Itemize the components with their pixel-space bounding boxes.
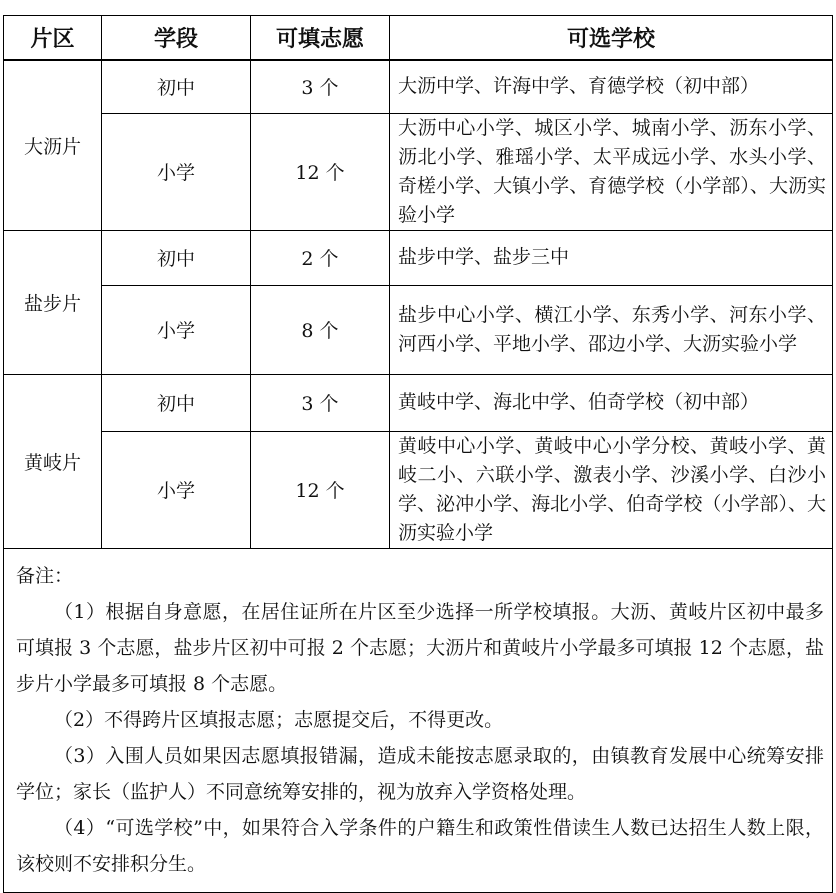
count-cell: 8 个 <box>251 285 390 374</box>
schools-cell: 盐步中心小学、横江小学、东秀小学、河东小学、河西小学、平地小学、邵边小学、大沥实验小学 <box>390 285 833 374</box>
header-count: 可填志愿 <box>251 16 390 61</box>
stage-cell: 小学 <box>102 431 251 548</box>
table-row <box>4 230 833 285</box>
schools-cell: 盐步中学、盐步三中 <box>390 230 833 285</box>
schools-cell: 大沥中心小学、城区小学、城南小学、沥东小学、沥北小学、雅瑶小学、太平成远小学、水头小学、奇槎小学、大镇小学、育德学校（小学部）、大沥实验小学 <box>390 113 833 230</box>
table-row <box>4 431 833 548</box>
count-cell: 12 个 <box>251 431 390 548</box>
note-item-2: （2）不得跨片区填报志愿；志愿提交后，不得更改。 <box>54 708 504 731</box>
district-cell: 大沥片 <box>4 60 102 230</box>
notes-title: 备注： <box>16 564 74 587</box>
district-cell: 盐步片 <box>4 230 102 374</box>
schools-cell: 大沥中学、许海中学、育德学校（初中部） <box>390 60 833 113</box>
table-row <box>4 285 833 374</box>
count-cell: 3 个 <box>251 60 390 113</box>
stage-cell: 小学 <box>102 113 251 230</box>
stage-cell: 初中 <box>102 60 251 113</box>
header-district: 片区 <box>4 16 102 61</box>
school-choice-table <box>3 15 833 893</box>
header-stage: 学段 <box>102 16 251 61</box>
header-schools: 可选学校 <box>390 16 833 61</box>
note-item-4: （4）“可选学校”中，如果符合入学条件的户籍生和政策性借读生人数已达招生人数上限，该校则不安排积分生。 <box>16 816 824 875</box>
notes-cell <box>4 548 833 892</box>
count-cell: 3 个 <box>251 374 390 431</box>
table-row <box>4 374 833 431</box>
count-cell: 2 个 <box>251 230 390 285</box>
note-item-3: （3）入围人员如果因志愿填报错漏，造成未能按志愿录取的，由镇教育发展中心统筹安排学位；家长（监护人）不同意统筹安排的，视为放弃入学资格处理。 <box>16 744 824 803</box>
table-row <box>4 60 833 113</box>
stage-cell: 初中 <box>102 374 251 431</box>
stage-cell: 小学 <box>102 285 251 374</box>
schools-cell: 黄岐中学、海北中学、伯奇学校（初中部） <box>390 374 833 431</box>
stage-cell: 初中 <box>102 230 251 285</box>
count-cell: 12 个 <box>251 113 390 230</box>
schools-cell: 黄岐中心小学、黄岐中心小学分校、黄岐小学、黄岐二小、六联小学、激表小学、沙溪小学、白沙小学、泌冲小学、海北小学、伯奇学校（小学部）、大沥实验小学 <box>390 431 833 548</box>
table-header-row <box>4 16 833 61</box>
table-row <box>4 113 833 230</box>
district-cell: 黄岐片 <box>4 374 102 548</box>
notes-row <box>4 548 833 892</box>
note-item-1: （1）根据自身意愿，在居住证所在片区至少选择一所学校填报。大沥、黄岐片区初中最多可填报 3 个志愿，盐步片区初中可报 2 个志愿；大沥片和黄岐片小学最多可填报 12 个志愿，盐步片小学最多可填报 8 个志愿。 <box>16 600 824 695</box>
